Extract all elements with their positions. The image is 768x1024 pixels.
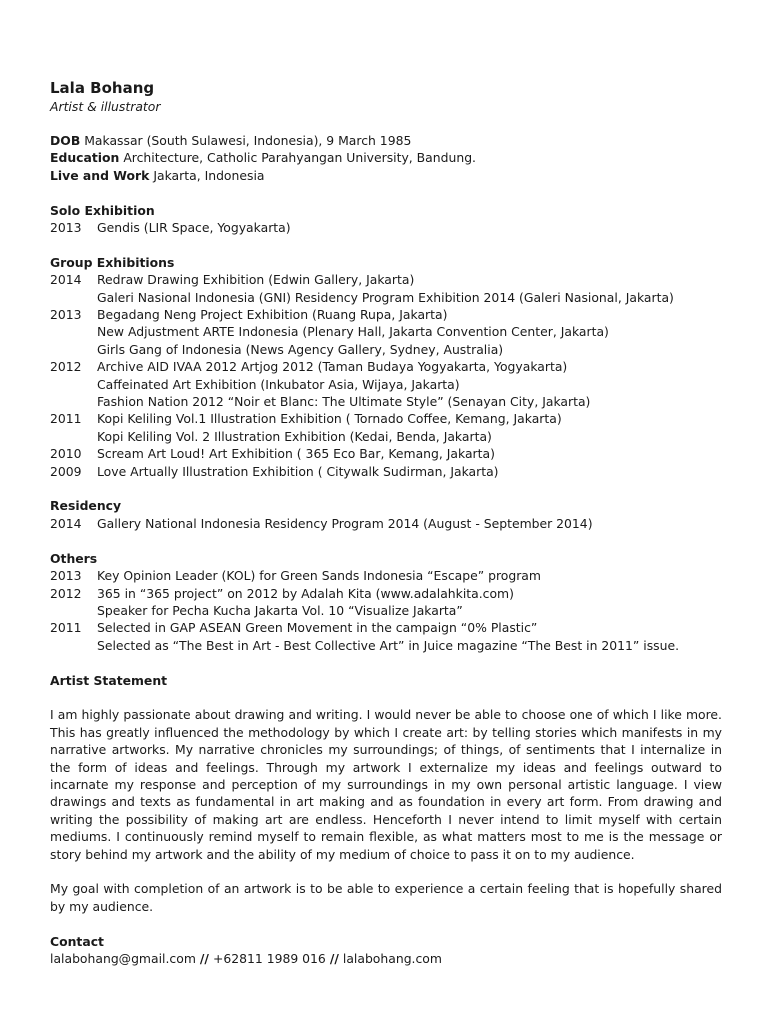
residency-heading: Residency [50,498,122,514]
entry-year [50,393,97,410]
entry-year [50,341,97,358]
entry-year: 2011 [50,411,82,427]
solo-exhibition-list [50,219,722,236]
others-list [50,567,722,654]
contact-email: lalabohang@gmail.com [50,950,196,966]
list-item [50,289,722,306]
entry-year [50,637,97,654]
entry-year [50,376,97,393]
list-item [50,341,722,358]
education-value: Architecture, Catholic Parahyangan University, Bandung. [119,150,476,166]
list-item [50,515,722,532]
entry-text: Kopi Keliling Vol. 2 Illustration Exhibition (Kedai, Benda, Jakarta) [97,428,492,444]
entry-text: New Adjustment ARTE Indonesia (Plenary Hall, Jakarta Convention Center, Jakarta) [97,324,609,340]
solo-exhibition-heading: Solo Exhibition [50,202,155,218]
contact-website: lalabohang.com [342,950,442,966]
entry-text: Begadang Neng Project Exhibition (Ruang Rupa, Jakarta) [97,307,448,323]
entry-year [50,602,97,619]
entry-year: 2011 [50,620,82,636]
entry-year: 2009 [50,463,82,479]
list-item [50,271,722,288]
entry-year: 2014 [50,515,82,531]
entry-text: Love Artually Illustration Exhibition ( Citywalk Sudirman, Jakarta) [97,463,499,479]
statement-paragraph-2: My goal with completion of an artwork is to be able to experience a certain feeling that is hopefully shared by my audience. [50,881,722,914]
artist-name: Lala Bohang [50,79,155,97]
artist-statement-heading: Artist Statement [50,672,168,688]
list-item [50,585,722,602]
residency-list [50,515,722,532]
list-item [50,463,722,480]
dob-label: DOB [50,133,81,148]
entry-text: Selected in GAP ASEAN Green Movement in the campaign “0% Plastic” [97,620,538,636]
list-item [50,410,722,427]
list-item [50,445,722,462]
list-item [50,358,722,375]
live-work-line [50,167,722,184]
list-item [50,567,722,584]
education-line [50,149,722,166]
entry-year: 2014 [50,272,82,288]
entry-text: Galeri Nasional Indonesia (GNI) Residency Program Exhibition 2014 (Galeri Nasional, Jakarta) [97,289,674,305]
entry-year [50,323,97,340]
dob-value: Makassar (South Sulawesi, Indonesia), 9 March 1985 [80,133,412,148]
entry-text: Gallery National Indonesia Residency Program 2014 (August - September 2014) [97,515,593,531]
list-item [50,602,722,619]
entry-year: 2012 [50,359,82,375]
cv-document [50,78,722,967]
dob-line [50,132,722,149]
group-exhibitions-list [50,271,722,480]
entry-text: Key Opinion Leader (KOL) for Green Sands Indonesia “Escape” program [97,568,541,584]
entry-year: 2013 [50,568,82,584]
entry-text: 365 in “365 project” on 2012 by Adalah Kita (www.adalahkita.com) [97,585,514,601]
contact-line [50,950,722,967]
entry-text: Redraw Drawing Exhibition (Edwin Gallery, Jakarta) [97,272,415,288]
entry-text: Scream Art Loud! Art Exhibition ( 365 Eco Bar, Kemang, Jakarta) [97,446,495,462]
list-item [50,323,722,340]
others-heading: Others [50,550,98,566]
entry-text: Gendis (LIR Space, Yogyakarta) [97,220,291,236]
entry-text: Archive AID IVAA 2012 Artjog 2012 (Taman Budaya Yogyakarta, Yogyakarta) [97,359,568,375]
list-item [50,428,722,445]
contact-separator: // [199,950,209,966]
list-item [50,637,722,654]
contact-separator: // [329,950,339,966]
entry-year: 2010 [50,446,82,462]
artist-role: Artist & illustrator [50,99,161,114]
entry-year: 2013 [50,307,82,323]
contact-phone: +62811 1989 016 [212,950,326,966]
entry-year: 2012 [50,585,82,601]
list-item [50,306,722,323]
entry-text: Speaker for Pecha Kucha Jakarta Vol. 10 “Visualize Jakarta” [97,602,463,618]
live-work-value: Jakarta, Indonesia [149,167,265,183]
list-item [50,219,722,236]
statement-paragraph-1: I am highly passionate about drawing and writing. I would never be able to choose one of which I like more. This has greatly influenced the methodology by which I create art: by telling stories which manifests in my narrative artworks. My narrative chronicles my surroundings; of things, of sentiments that I internalize in the form of ideas and feelings. Through my artwork I externalize my ideas and feelings outward to incarnate my response and perception of my surroundings in my own personal artistic language. I view drawings and texts as fundamental in art making and as foundation in every art form. From drawing and writing the possibility of making art are endless. Henceforth I never intend to limit myself with certain mediums. I continuously remind myself to remain flexible, as what matters most to me is the message or story behind my artwork and the ability of my medium of choice to pass it on to my audience. [50,707,722,862]
entry-year: 2013 [50,220,82,236]
entry-text: Fashion Nation 2012 “Noir et Blanc: The Ultimate Style” (Senayan City, Jakarta) [97,394,591,410]
list-item [50,376,722,393]
list-item [50,393,722,410]
entry-text: Kopi Keliling Vol.1 Illustration Exhibition ( Tornado Coffee, Kemang, Jakarta) [97,411,562,427]
entry-text: Selected as “The Best in Art - Best Collective Art” in Juice magazine “The Best in 2011” issue. [97,637,680,653]
group-exhibitions-heading: Group Exhibitions [50,254,175,270]
entry-text: Girls Gang of Indonesia (News Agency Gallery, Sydney, Australia) [97,341,504,357]
entry-year [50,428,97,445]
list-item [50,619,722,636]
entry-year [50,289,97,306]
contact-heading: Contact [50,933,104,949]
education-label: Education [50,150,120,166]
entry-text: Caffeinated Art Exhibition (Inkubator Asia, Wijaya, Jakarta) [97,376,460,392]
live-work-label: Live and Work [50,167,150,183]
